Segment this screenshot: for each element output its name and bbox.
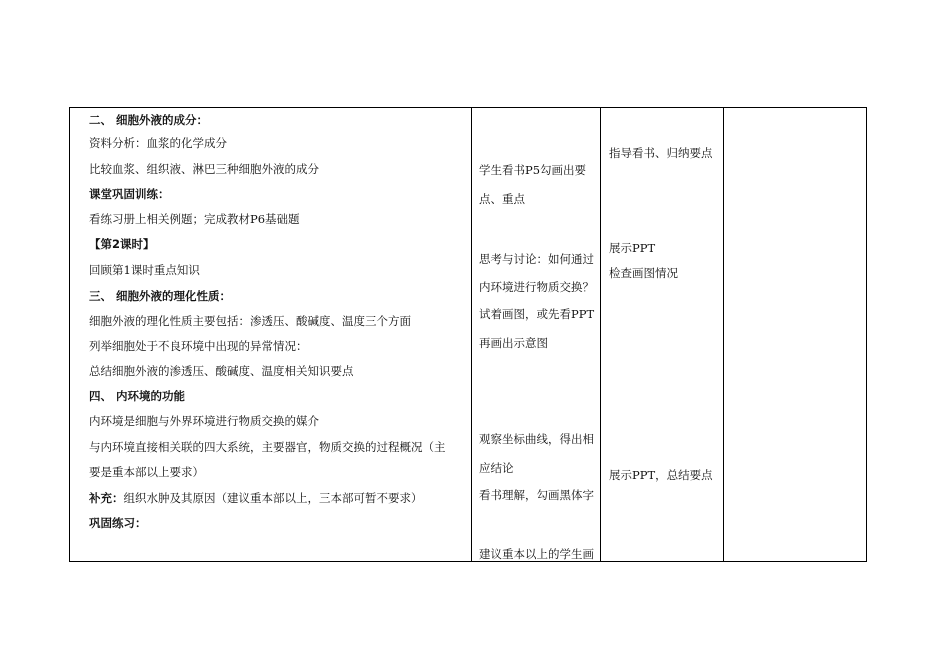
- content-line: 资料分析：血浆的化学成分: [89, 136, 227, 150]
- content-line: 列举细胞处于不良环境中出现的异常情况：: [89, 339, 308, 353]
- lesson-2-heading: 【第2课时】: [89, 237, 155, 251]
- content-line: 比较血浆、组织液、淋巴三种细胞外液的成分: [89, 162, 319, 176]
- supplement-text: 组织水肿及其原因（建议重本部以上，三本部可暂不要求）: [123, 491, 423, 505]
- student-activity-column: [472, 108, 600, 561]
- content-column: [70, 108, 471, 561]
- subheading-exercise: 巩固练习：: [89, 516, 147, 530]
- content-line: 总结细胞外液的渗透压、酸碱度、温度相关知识要点: [89, 364, 354, 378]
- notes-column: [724, 108, 866, 561]
- activity-line: 再画出示意图: [479, 336, 548, 350]
- lesson-plan-table: [69, 107, 867, 562]
- activity-line: 点、重点: [479, 192, 525, 206]
- activity-line: 思考与讨论：如何通过: [479, 252, 594, 266]
- activity-line: 看书理解，勾画黑体字: [479, 488, 594, 502]
- teacher-line: 检查画图情况: [609, 266, 678, 280]
- content-line: 要是重本部以上要求）: [89, 465, 204, 479]
- activity-line: 应结论: [479, 461, 514, 475]
- teacher-line: 展示PPT，总结要点: [609, 468, 713, 482]
- teacher-activity-column: [601, 108, 723, 561]
- content-line: 内环境是细胞与外界环境进行物质交换的媒介: [89, 414, 319, 428]
- supplement-label: 补充：: [89, 491, 124, 505]
- content-line: 回顾第1课时重点知识: [89, 263, 200, 277]
- supplement-line: [89, 490, 423, 506]
- teacher-line: 指导看书、归纳要点: [609, 146, 713, 160]
- activity-line: 内环境进行物质交换？: [479, 280, 594, 294]
- section-heading-function: 四、 内环境的功能: [89, 389, 186, 403]
- activity-line: 试着画图，或先看PPT: [479, 307, 595, 321]
- activity-line: 观察坐标曲线，得出相: [479, 432, 594, 446]
- section-heading-composition: 二、 细胞外液的成分：: [89, 113, 209, 127]
- content-line: 与内环境直接相关联的四大系统，主要器官，物质交换的过程概况（主: [89, 440, 446, 454]
- activity-line: 学生看书P5勾画出要: [479, 163, 587, 177]
- content-line: 细胞外液的理化性质主要包括：渗透压、酸碱度、温度三个方面: [89, 314, 411, 328]
- teacher-line: 展示PPT: [609, 241, 656, 255]
- subheading-practice: 课堂巩固训练：: [89, 187, 170, 201]
- section-heading-properties: 三、 细胞外液的理化性质：: [89, 289, 232, 303]
- content-line: 看练习册上相关例题；完成教材P6基础题: [89, 212, 300, 226]
- activity-line: 建议重本以上的学生画: [479, 547, 594, 561]
